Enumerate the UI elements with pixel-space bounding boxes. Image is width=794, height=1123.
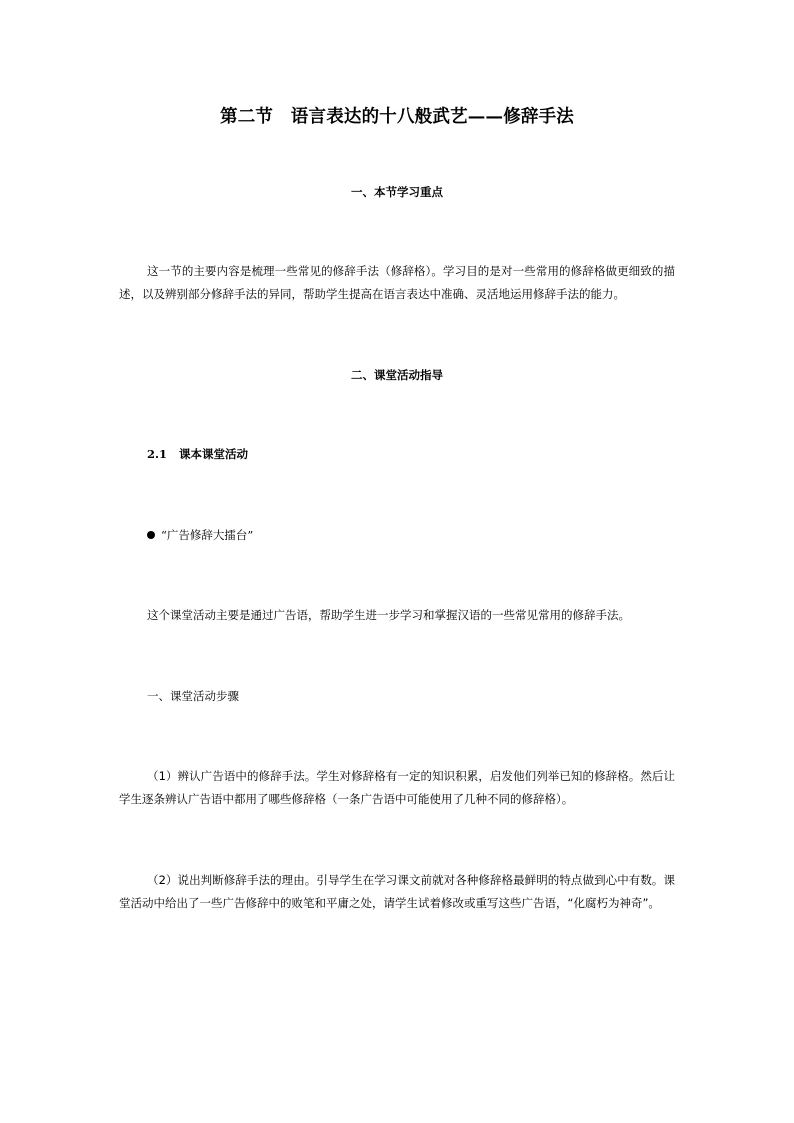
subsection-number: 2.1 bbox=[147, 447, 168, 461]
activity-name: “广告修辞大擂台” bbox=[161, 528, 254, 542]
bullet-icon bbox=[147, 531, 155, 539]
document-title: 第二节 语言表达的十八般武艺——修辞手法 bbox=[220, 107, 574, 127]
section-heading-activity-guidance: 二、课堂活动指导 bbox=[351, 368, 443, 382]
activity-intro: 这个课堂活动主要是通过广告语，帮助学生进一步学习和掌握汉语的一些常见常用的修辞手法。 bbox=[147, 608, 630, 622]
step-2-paragraph: （2）说出判断修辞手法的理由。引导学生在学习课文前就对各种修辞格最鲜明的特点做到心中有数。课堂活动中给出了一些广告修辞中的败笔和平庸之处，请学生试着修改或重写这些广告语，“化腐朽为神奇”。 bbox=[119, 873, 675, 910]
step-1-paragraph: （1）辨认广告语中的修辞手法。学生对修辞格有一定的知识积累，启发他们列举已知的修辞格。然后让学生逐条辨认广告语中都用了哪些修辞格（一条广告语中可能使用了几种不同的修辞格）。 bbox=[119, 769, 675, 806]
activity-name-item bbox=[147, 525, 253, 545]
steps-heading: 一、课堂活动步骤 bbox=[147, 689, 239, 703]
subsection-title: 课本课堂活动 bbox=[179, 447, 249, 461]
subsection-heading bbox=[147, 444, 248, 464]
study-focus-paragraph: 这一节的主要内容是梳理一些常见的修辞手法（修辞格）。学习目的是对一些常用的修辞格做更细致的描述，以及辨别部分修辞手法的异同，帮助学生提高在语言表达中准确、灵活地运用修辞手法的能力。 bbox=[119, 264, 675, 301]
section-heading-study-focus: 一、本节学习重点 bbox=[351, 185, 443, 199]
